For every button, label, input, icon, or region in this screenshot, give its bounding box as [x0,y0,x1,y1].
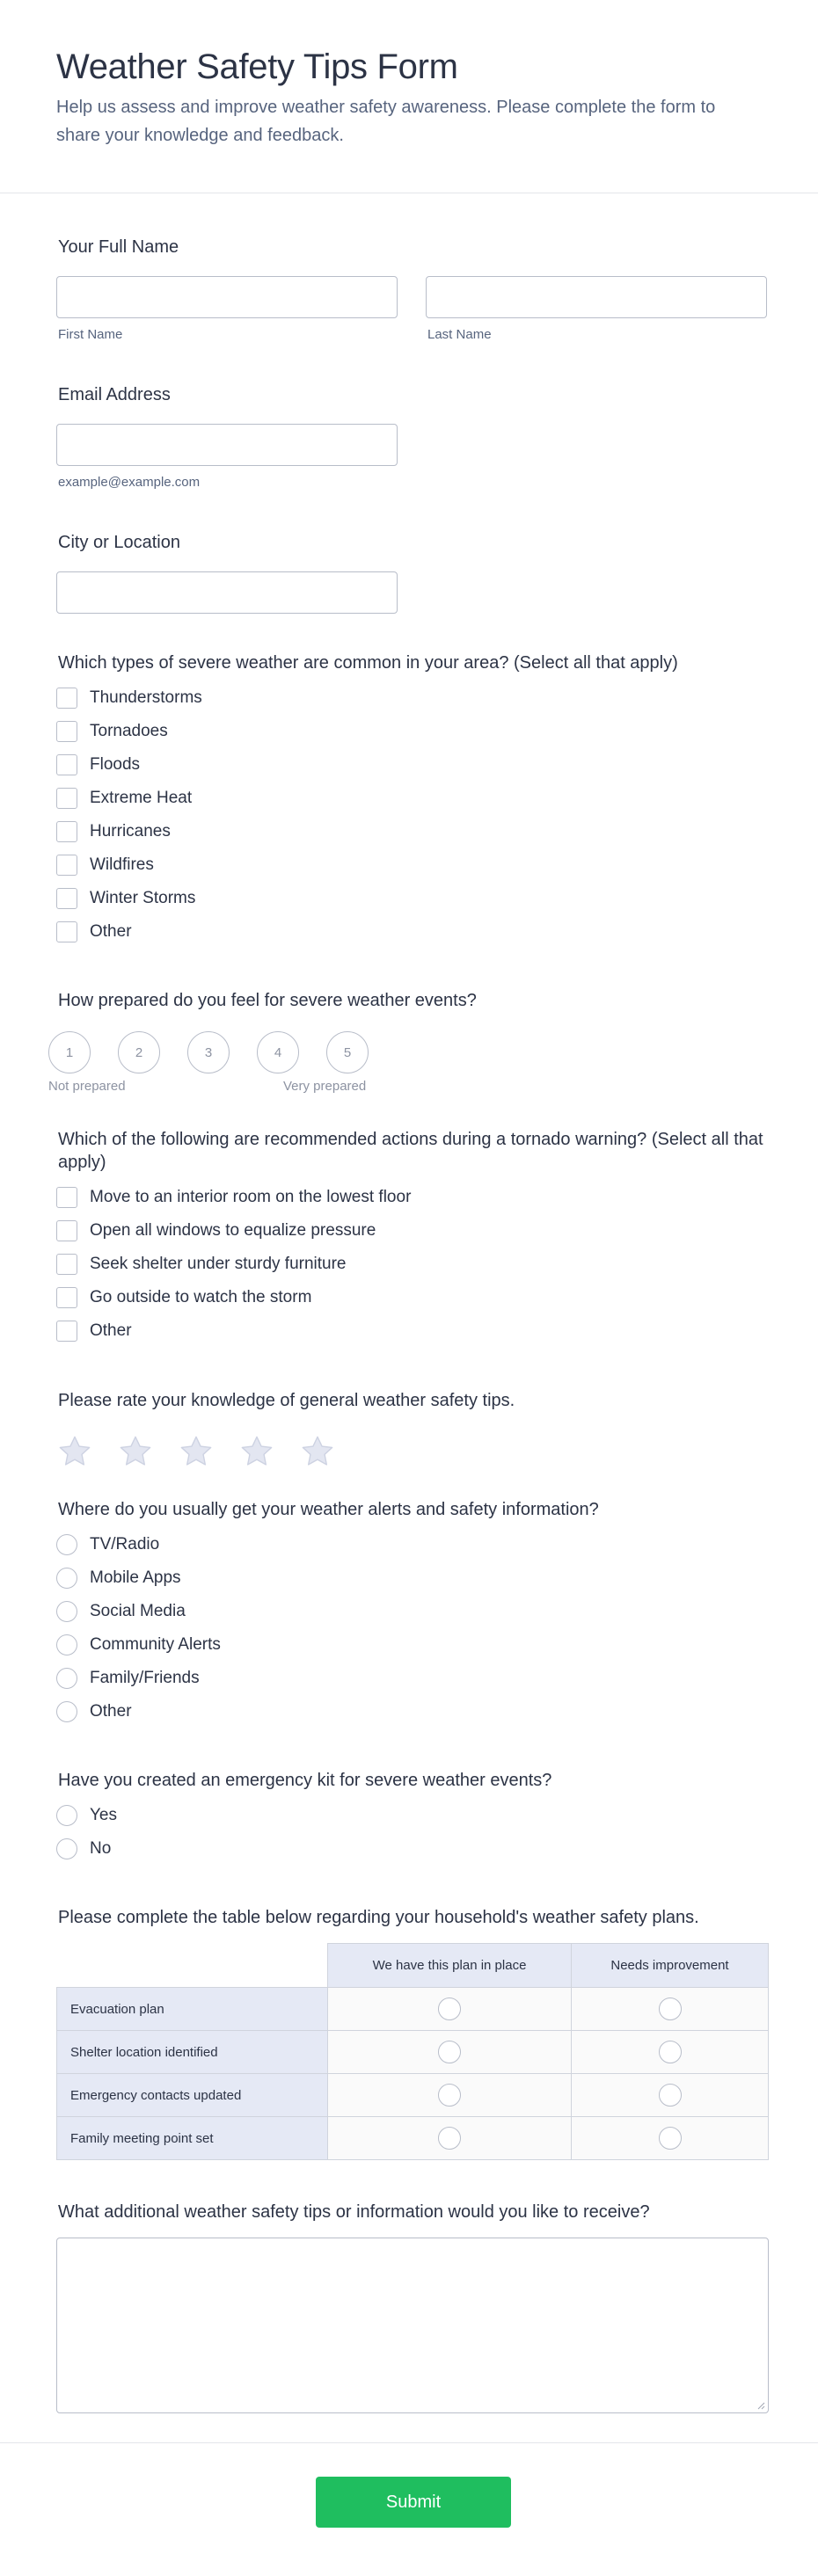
emergency-kit-label: Have you created an emergency kit for severe weather events? [58,1771,552,1790]
full-name-question [56,236,767,342]
weather-type-option[interactable]: Tornadoes [56,715,678,748]
matrix-corner [57,1944,328,1988]
matrix-row [57,1988,769,2031]
checkbox[interactable] [56,1187,77,1208]
checkbox[interactable] [56,721,77,742]
star-icon[interactable] [178,1433,215,1470]
matrix-row [57,2031,769,2074]
alert-sources-question [56,1498,599,1728]
safety-plans-label: Please complete the table below regarding your household's weather safety plans. [58,1908,699,1927]
scale-low-label: Not prepared [48,1079,126,1094]
matrix-radio[interactable] [438,2084,461,2107]
last-name-sublabel: Last Name [427,327,492,342]
matrix-radio[interactable] [438,2041,461,2063]
tornado-action-option[interactable]: Go outside to watch the storm [56,1281,769,1314]
emergency-kit-option[interactable]: Yes [56,1799,551,1832]
scale-option-5[interactable]: 5 [326,1031,369,1073]
weather-types-question [56,651,678,949]
first-name-input[interactable] [56,276,398,318]
matrix-radio[interactable] [659,2084,682,2107]
checkbox[interactable] [56,1321,77,1342]
weather-type-option[interactable]: Hurricanes [56,815,678,848]
matrix-row-label: Shelter location identified [57,2031,328,2074]
email-label: Email Address [58,385,171,404]
weather-types-label: Which types of severe weather are common in your area? (Select all that apply) [58,653,678,673]
tornado-action-option[interactable]: Open all windows to equalize pressure [56,1214,769,1248]
form-description: Help us assess and improve weather safety awareness. Please complete the form to share your knowledge and feedback. [56,98,716,145]
matrix-column-header: Needs improvement [572,1944,769,1988]
weather-type-option[interactable]: Other [56,915,678,949]
checkbox[interactable] [56,888,77,909]
safety-plans-question [56,1906,699,1929]
preparedness-scale [48,1031,477,1073]
additional-tips-label: What additional weather safety tips or information would you like to receive? [58,2202,650,2222]
radio-button[interactable] [56,1668,77,1689]
checkbox[interactable] [56,754,77,775]
additional-tips-textarea[interactable] [56,2238,769,2413]
emergency-kit-question [56,1769,551,1866]
scale-high-label: Very prepared [283,1079,367,1094]
radio-button[interactable] [56,1601,77,1622]
radio-button[interactable] [56,1805,77,1826]
scale-option-3[interactable]: 3 [187,1031,230,1073]
radio-button[interactable] [56,1701,77,1722]
checkbox[interactable] [56,1220,77,1241]
alert-source-option[interactable]: Community Alerts [56,1628,599,1662]
checkbox[interactable] [56,688,77,709]
alert-source-option[interactable]: Mobile Apps [56,1561,599,1595]
weather-type-option[interactable]: Extreme Heat [56,782,678,815]
alert-source-option[interactable]: Social Media [56,1595,599,1628]
checkbox[interactable] [56,1287,77,1308]
radio-button[interactable] [56,1634,77,1655]
last-name-input[interactable] [426,276,767,318]
star-icon[interactable] [56,1433,93,1470]
weather-type-option[interactable]: Floods [56,748,678,782]
resize-handle-icon[interactable] [756,2401,765,2410]
tornado-action-option[interactable]: Move to an interior room on the lowest floor [56,1181,769,1214]
submit-button[interactable]: Submit [316,2477,511,2528]
matrix-radio[interactable] [659,1997,682,2020]
checkbox[interactable] [56,1254,77,1275]
matrix-radio[interactable] [438,1997,461,2020]
weather-type-option[interactable]: Thunderstorms [56,681,678,715]
star-icon[interactable] [238,1433,275,1470]
form-title: Weather Safety Tips Form [56,47,458,86]
safety-plans-matrix [56,1943,769,2160]
scale-option-2[interactable]: 2 [118,1031,160,1073]
star-icon[interactable] [299,1433,336,1470]
checkbox[interactable] [56,821,77,842]
matrix-radio[interactable] [659,2127,682,2150]
alert-sources-label: Where do you usually get your weather alerts and safety information? [58,1500,599,1519]
tornado-actions-label: Which of the following are recommended actions during a tornado warning? (Select all that apply) [58,1130,763,1172]
matrix-row [57,2074,769,2117]
knowledge-rating-question [56,1389,515,1470]
full-name-label: Your Full Name [58,237,179,257]
matrix-column-header: We have this plan in place [328,1944,572,1988]
checkbox[interactable] [56,855,77,876]
matrix-radio[interactable] [438,2127,461,2150]
email-question [56,383,398,490]
preparedness-label: How prepared do you feel for severe weather events? [58,991,477,1010]
email-sublabel: example@example.com [58,475,201,490]
city-label: City or Location [58,533,180,552]
scale-option-4[interactable]: 4 [257,1031,299,1073]
alert-source-option[interactable]: TV/Radio [56,1528,599,1561]
weather-type-option[interactable]: Winter Storms [56,882,678,915]
alert-source-option[interactable]: Other [56,1695,599,1728]
tornado-action-option[interactable]: Seek shelter under sturdy furniture [56,1248,769,1281]
emergency-kit-option[interactable]: No [56,1832,551,1866]
city-question [56,531,398,614]
tornado-actions-question [56,1128,769,1348]
star-rating [56,1433,515,1470]
form-header [0,0,818,193]
tornado-action-option[interactable]: Other [56,1314,769,1348]
matrix-radio[interactable] [659,2041,682,2063]
additional-tips-question [56,2201,769,2413]
email-input[interactable] [56,424,398,466]
matrix-row-label: Evacuation plan [57,1988,328,2031]
knowledge-rating-label: Please rate your knowledge of general weather safety tips. [58,1391,515,1410]
scale-option-1[interactable]: 1 [48,1031,91,1073]
weather-type-option[interactable]: Wildfires [56,848,678,882]
radio-button[interactable] [56,1568,77,1589]
first-name-sublabel: First Name [58,327,123,342]
checkbox[interactable] [56,921,77,942]
preparedness-question [48,989,477,1096]
alert-source-option[interactable]: Family/Friends [56,1662,599,1695]
matrix-row-label: Family meeting point set [57,2117,328,2160]
matrix-row [57,2117,769,2160]
checkbox[interactable] [56,788,77,809]
radio-button[interactable] [56,1534,77,1555]
star-icon[interactable] [117,1433,154,1470]
radio-button[interactable] [56,1838,77,1859]
city-input[interactable] [56,571,398,614]
form-footer [0,2442,818,2576]
matrix-row-label: Emergency contacts updated [57,2074,328,2117]
